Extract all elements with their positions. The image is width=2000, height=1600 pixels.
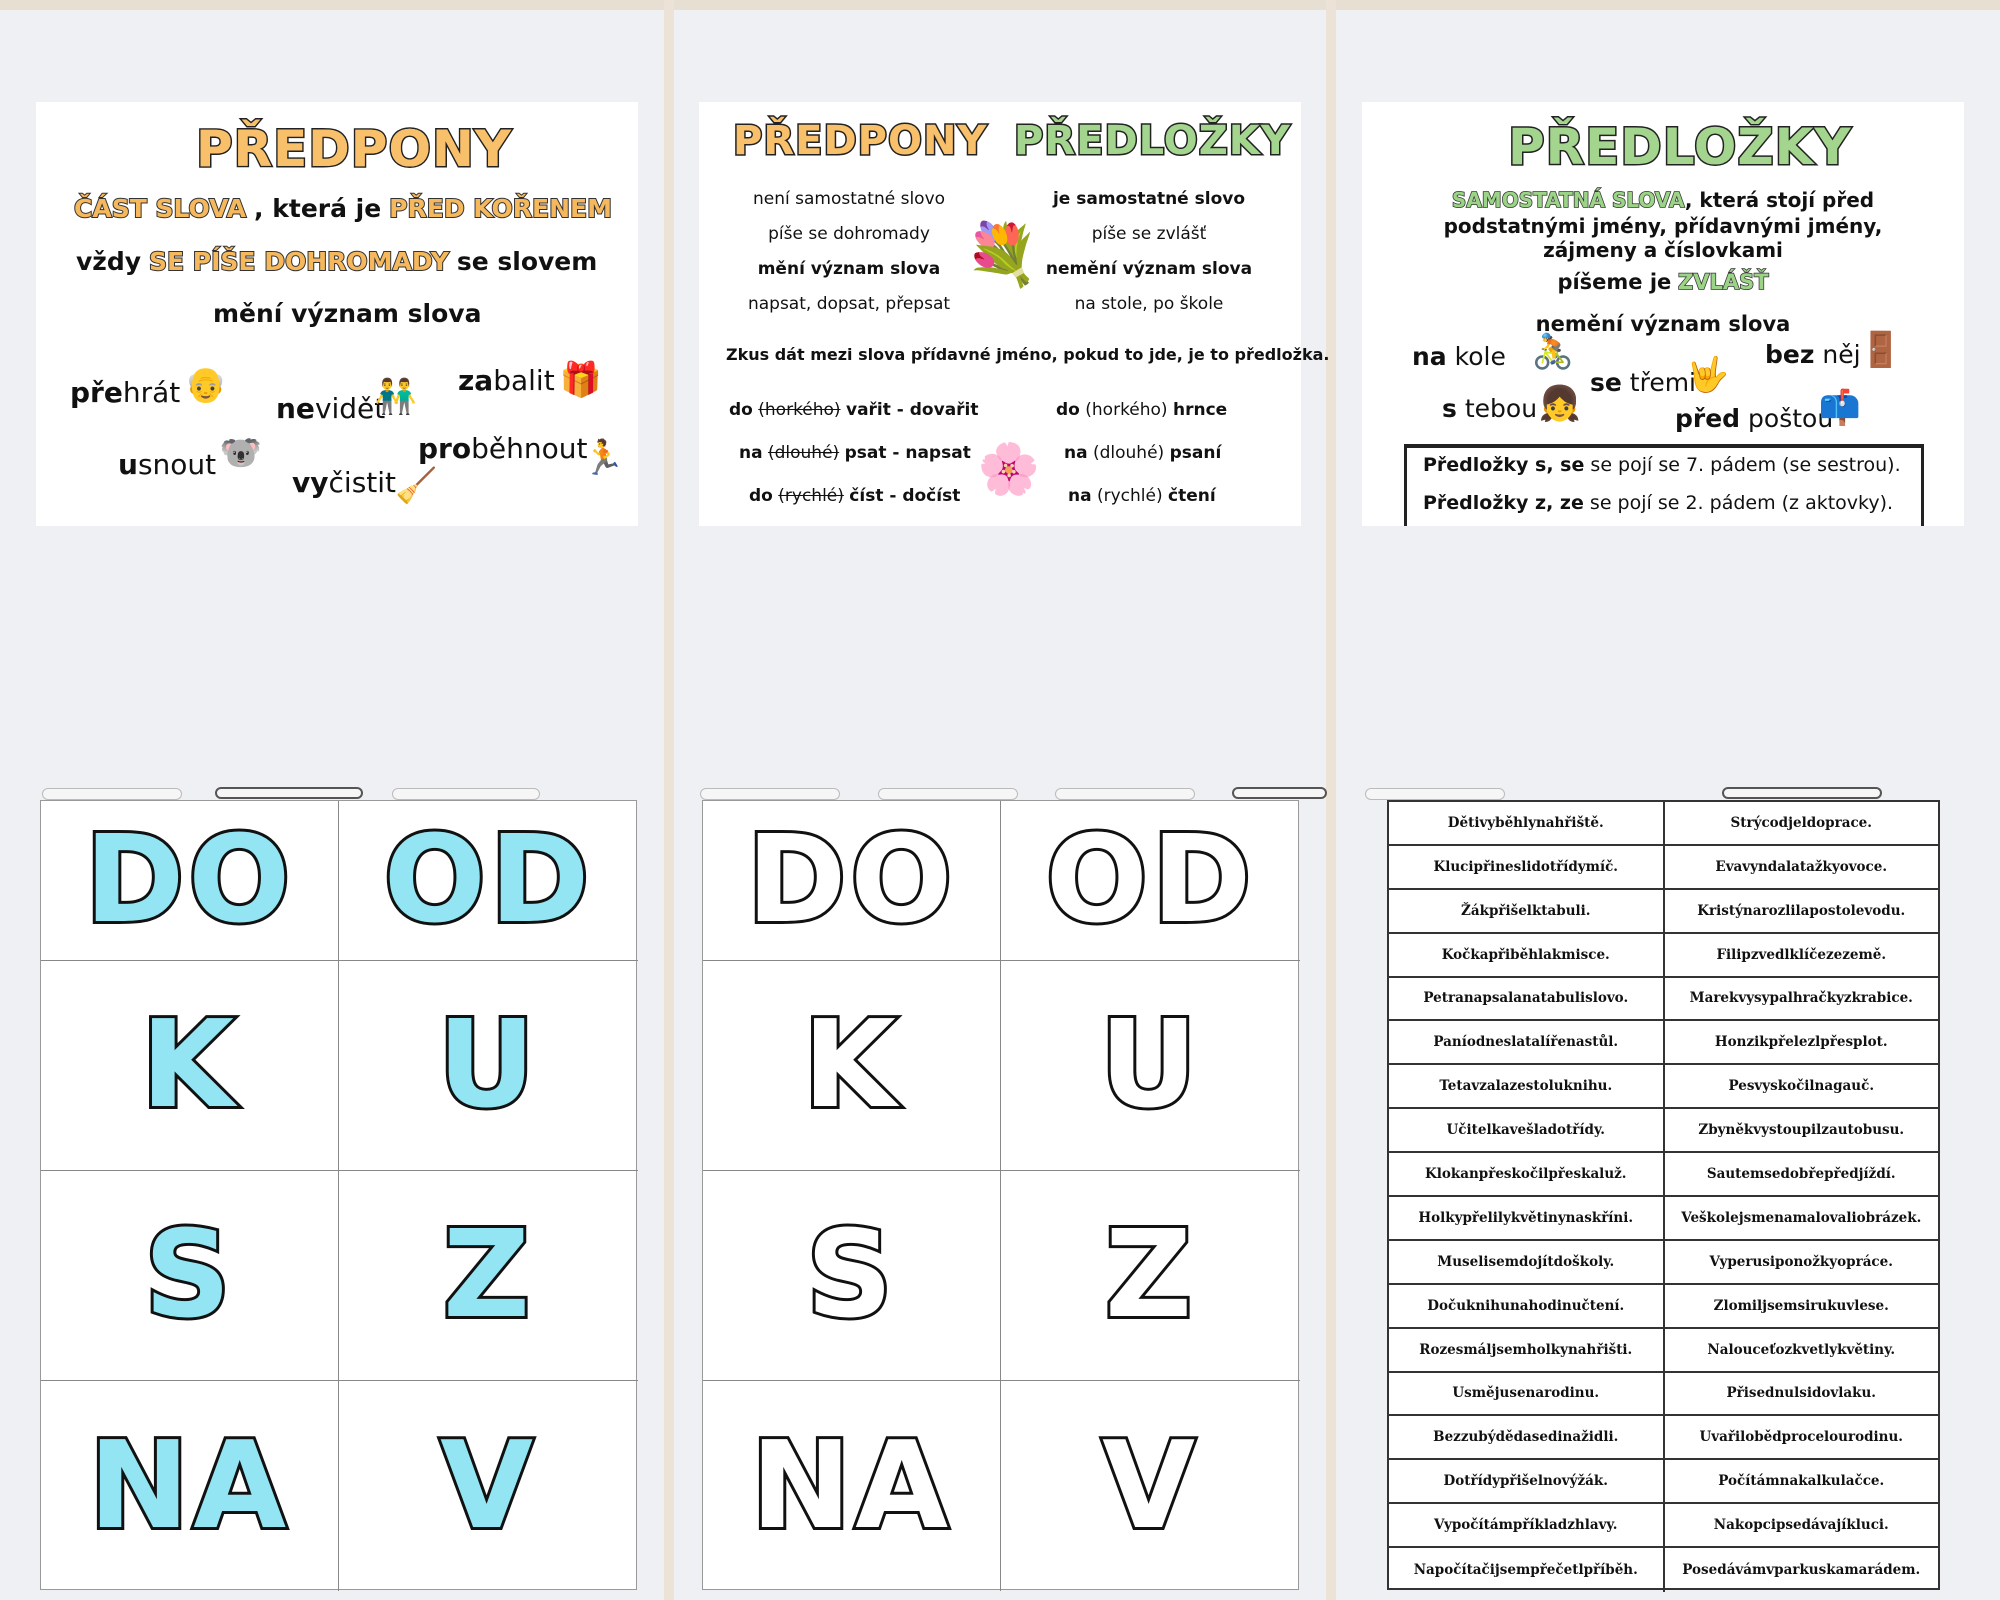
letter: Z: [442, 1206, 534, 1345]
letter: DO: [84, 811, 295, 950]
text: , která je: [254, 194, 382, 223]
sentence-cell[interactable]: Nalouceťozkvetlykvětiny.: [1707, 1341, 1896, 1358]
letter-card[interactable]: [339, 1381, 638, 1591]
rule-label: Předložky z, ze: [1423, 492, 1584, 514]
sentence-cell[interactable]: Vyperusiponožkyopráce.: [1709, 1253, 1893, 1270]
prefix: pře: [70, 376, 123, 409]
text: podstatnými jmény, přídavnými jmény,: [1443, 214, 1883, 238]
left-line: není samostatné slovo: [752, 189, 946, 209]
highlight-text: ČÁST SLOVA: [74, 194, 247, 223]
sentence-cell[interactable]: Počítámnakalkulačce.: [1718, 1473, 1885, 1490]
girl-icon: 👧: [1538, 384, 1582, 424]
sentence-cell[interactable]: Holkypřelilykvětinynaskříni.: [1389, 1197, 1665, 1239]
sentence-cell[interactable]: Žákpřišelktabuli.: [1389, 890, 1665, 932]
sentence-cell[interactable]: Usmějusenarodinu.: [1389, 1373, 1665, 1415]
word-rest: balit: [493, 364, 555, 397]
rule-text: se pojí se 2. pádem (z aktovky).: [1583, 492, 1894, 514]
column-divider: [1326, 0, 1336, 1600]
door-icon: 🚪: [1859, 330, 1903, 370]
letter: V: [1102, 1416, 1199, 1556]
letter: K: [803, 996, 900, 1135]
gift-icon: 🎁: [559, 359, 603, 400]
left-line: mění význam slova: [757, 259, 941, 279]
table-row: [1389, 1504, 1938, 1548]
sentence-cell[interactable]: Zbyněkvystoupilzautobusu.: [1698, 1122, 1905, 1139]
sentence-cell[interactable]: Honzikpřelezlpřesplot.: [1714, 1034, 1888, 1051]
title-right: PŘEDLOŽKY: [1014, 118, 1291, 164]
noun: třemi: [1629, 368, 1697, 397]
letter: OD: [1045, 811, 1256, 950]
flower-icon: 💐: [964, 220, 1040, 290]
sentence-cell[interactable]: Muselisemdojítdoškoly.: [1389, 1241, 1665, 1283]
bike-icon: 🚴: [1531, 332, 1575, 372]
noun: něj: [1822, 340, 1861, 369]
right-line: je samostatné slovo: [1052, 189, 1246, 209]
thumbnail[interactable]: [1365, 788, 1505, 800]
sentence-cell[interactable]: Marekvysypalhračkyzkrabice.: [1689, 990, 1913, 1007]
runner-icon: 🏃: [582, 437, 625, 478]
letter-card[interactable]: [703, 1171, 1001, 1381]
preposition: s: [1442, 394, 1457, 423]
letter: K: [141, 996, 238, 1135]
sentence-cell[interactable]: Sautemsedobřepředjíždí.: [1706, 1166, 1896, 1183]
text: zájmeny a číslovkami: [1543, 238, 1783, 262]
word-rest: hrát: [122, 376, 181, 409]
sentence-cell[interactable]: Posedávámvparkuskamarádem.: [1682, 1562, 1921, 1579]
sentence-cell[interactable]: Strýcodjeldoprace.: [1730, 814, 1872, 831]
right-line: nemění význam slova: [1045, 259, 1253, 279]
letter: U: [437, 996, 540, 1135]
prefix: pro: [418, 432, 472, 465]
sentence-cell[interactable]: Evavyndalatažkyovoce.: [1715, 858, 1888, 875]
letter-card[interactable]: [703, 801, 1001, 961]
left-line: napsat, dopsat, přepsat: [747, 294, 951, 314]
text: píšeme je: [1557, 270, 1672, 294]
table-row: [1389, 1548, 1938, 1592]
thumbnail[interactable]: [878, 788, 1018, 800]
right-line: píše se zvlášť: [1091, 224, 1207, 244]
sentence-cell[interactable]: Vypočítámpříkladzhlavy.: [1389, 1504, 1665, 1546]
thumbnail[interactable]: [700, 788, 840, 800]
thumbnail[interactable]: [42, 788, 182, 800]
sentence-cell[interactable]: Dočuknihunahodinučtení.: [1389, 1285, 1665, 1327]
table-row: [1389, 1153, 1938, 1197]
slide-predlozky[interactable]: [1362, 102, 1964, 526]
letter-card[interactable]: [339, 801, 638, 961]
sentence-cell[interactable]: Tetavzalazestoluknihu.: [1389, 1065, 1665, 1107]
letter-card[interactable]: [1001, 961, 1300, 1171]
table-row: [1389, 1373, 1938, 1417]
highlight-text: ZVLÁŠŤ: [1677, 270, 1769, 294]
letter: S: [806, 1206, 897, 1345]
letter: S: [144, 1206, 235, 1345]
preposition: na: [1412, 342, 1447, 371]
sentence-table: [1387, 800, 1940, 1590]
slide-comparison[interactable]: [699, 102, 1330, 526]
noun: tebou: [1464, 394, 1538, 423]
letter-card[interactable]: [1001, 1171, 1300, 1381]
noun: kole: [1454, 342, 1506, 371]
three-fingers-icon: 🤟: [1686, 355, 1730, 395]
people-icon: 👬: [374, 377, 418, 417]
sentence-cell[interactable]: Rozesmáljsemholkynahřišti.: [1389, 1329, 1665, 1371]
hint-text: Zkus dát mezi slova přídavné jméno, pokud to jde, je to předložka.: [726, 345, 1330, 364]
letter-card[interactable]: [41, 961, 339, 1171]
table-row: [1389, 802, 1938, 846]
letter-card[interactable]: [1001, 801, 1300, 961]
sentence-cell[interactable]: Dotřídypřišelnovýžák.: [1389, 1460, 1665, 1502]
mailbox-icon: 📫: [1818, 387, 1862, 428]
sentence-cell[interactable]: Zlomiljsemsirukuvlese.: [1713, 1297, 1889, 1314]
letter: OD: [383, 811, 594, 950]
sentence-cell[interactable]: Klokanpřeskočilpřeskaluž.: [1389, 1153, 1665, 1195]
text: vždy: [76, 247, 142, 276]
letter-grid-outline: [702, 800, 1299, 1590]
word-rest: čistit: [328, 466, 397, 499]
left-line: píše se dohromady: [768, 224, 930, 244]
table-row: [1389, 934, 1938, 978]
preposition: před: [1675, 404, 1741, 433]
preposition: bez: [1765, 340, 1815, 369]
prefix: vy: [292, 466, 329, 499]
sentence-cell[interactable]: Bezzubýdědasedinažidli.: [1389, 1416, 1665, 1458]
sentence-cell[interactable]: Přisednulsidovlaku.: [1726, 1385, 1877, 1402]
sentence-cell[interactable]: Nakopcipsedávajíkluci.: [1713, 1517, 1889, 1534]
prefix: ne: [276, 392, 315, 425]
highlight-text: SAMOSTATNÁ SLOVA: [1451, 188, 1685, 212]
table-row: [1389, 1460, 1938, 1504]
thumbnail[interactable]: [392, 788, 540, 800]
table-row: [1389, 1065, 1938, 1109]
noun: poštou: [1748, 404, 1834, 433]
flower-icon: 🌸: [977, 440, 1041, 498]
sentence-cell[interactable]: Dětivyběhlynahřiště.: [1389, 802, 1665, 844]
slide-predpony[interactable]: [36, 102, 638, 526]
sentence-cell[interactable]: Klucipřineslidotřídymíč.: [1389, 846, 1665, 888]
letter-grid-colored: [40, 800, 637, 1590]
example-left: do (horkého) vařit - dovařit: [729, 400, 979, 420]
letter-card[interactable]: [1001, 1381, 1300, 1591]
table-row: [1389, 890, 1938, 934]
letter: U: [1099, 996, 1202, 1135]
sentence-cell[interactable]: Kočkapřiběhlakmisce.: [1389, 934, 1665, 976]
rule-label: Předložky s, se: [1423, 454, 1585, 476]
sentence-cell[interactable]: Filipzvedlklíčezezemě.: [1716, 946, 1887, 963]
table-row: [1389, 1197, 1938, 1241]
sentence-cell[interactable]: Petranapsalanatabulislovo.: [1389, 978, 1665, 1020]
table-row: [1389, 1021, 1938, 1065]
table-row: [1389, 846, 1938, 890]
text: mění význam slova: [213, 299, 482, 328]
example-left: do (rychlé) číst - dočíst: [749, 486, 961, 506]
letter: NA: [750, 1416, 953, 1556]
rule-text: se pojí se 7. pádem (se sestrou).: [1584, 454, 1901, 476]
sentence-cell[interactable]: Napočítačijsempřečetlpříběh.: [1389, 1548, 1665, 1592]
rule-box: [1404, 444, 1924, 526]
letter-card[interactable]: [703, 961, 1001, 1171]
top-bar: [0, 0, 2000, 10]
highlight-text: PŘED KOŘENEM: [389, 194, 612, 223]
slide-title: PŘEDPONY: [196, 120, 513, 178]
table-row: [1389, 1285, 1938, 1329]
sentence-cell[interactable]: Pesvyskočilnagauč.: [1728, 1078, 1875, 1095]
word-rest: vidět: [314, 392, 386, 425]
word-rest: běhnout: [471, 432, 588, 465]
sentence-cell[interactable]: Uvařilobědprocelourodinu.: [1699, 1429, 1904, 1446]
letter-card[interactable]: [41, 1381, 339, 1591]
prefix: za: [458, 364, 494, 397]
prefix: u: [118, 448, 138, 481]
letter-card[interactable]: [339, 1171, 638, 1381]
sentence-cell[interactable]: Veškolejsmenamalovaliobrázek.: [1681, 1209, 1922, 1226]
example-right: do (horkého) hrnce: [1056, 400, 1228, 420]
table-row: [1389, 1416, 1938, 1460]
letter: DO: [746, 811, 957, 950]
thumbnail[interactable]: [1232, 787, 1327, 799]
thumbnail[interactable]: [1055, 788, 1195, 800]
sentence-cell[interactable]: Paníodneslatalířenastůl.: [1389, 1021, 1665, 1063]
example-right: na (rychlé) čtení: [1068, 486, 1216, 506]
thumbnail[interactable]: [215, 787, 363, 799]
letter-card[interactable]: [339, 961, 638, 1171]
preposition: se: [1590, 368, 1622, 397]
right-line: na stole, po škole: [1074, 294, 1224, 314]
letter-card[interactable]: [703, 1381, 1001, 1591]
letter: NA: [88, 1416, 291, 1556]
text: nemění význam slova: [1535, 312, 1791, 336]
column-divider: [664, 0, 674, 1600]
highlight-text: SE PÍŠE DOHROMADY: [149, 247, 449, 276]
sentence-cell[interactable]: Učitelkavešladotřídy.: [1389, 1109, 1665, 1151]
text: , která stojí před: [1684, 188, 1875, 212]
mop-icon: 🧹: [395, 466, 438, 506]
letter: V: [440, 1416, 537, 1556]
sentence-cell[interactable]: Kristýnarozlilapostolevodu.: [1697, 902, 1906, 919]
letter: Z: [1104, 1206, 1196, 1345]
letter-card[interactable]: [41, 801, 339, 961]
example-left: na (dlouhé) psat - napsat: [739, 443, 971, 463]
table-row: [1389, 1241, 1938, 1285]
example-right: na (dlouhé) psaní: [1064, 443, 1222, 463]
letter-card[interactable]: [41, 1171, 339, 1381]
old-man-icon: 👴: [184, 365, 228, 405]
text: se slovem: [456, 247, 598, 276]
koala-icon: 🐨: [219, 432, 263, 473]
title-left: PŘEDPONY: [733, 118, 988, 164]
table-row: [1389, 978, 1938, 1022]
table-row: [1389, 1329, 1938, 1373]
table-row: [1389, 1109, 1938, 1153]
slide-title: PŘEDLOŽKY: [1508, 118, 1852, 176]
thumbnail[interactable]: [1722, 787, 1882, 799]
word-rest: snout: [137, 448, 217, 481]
